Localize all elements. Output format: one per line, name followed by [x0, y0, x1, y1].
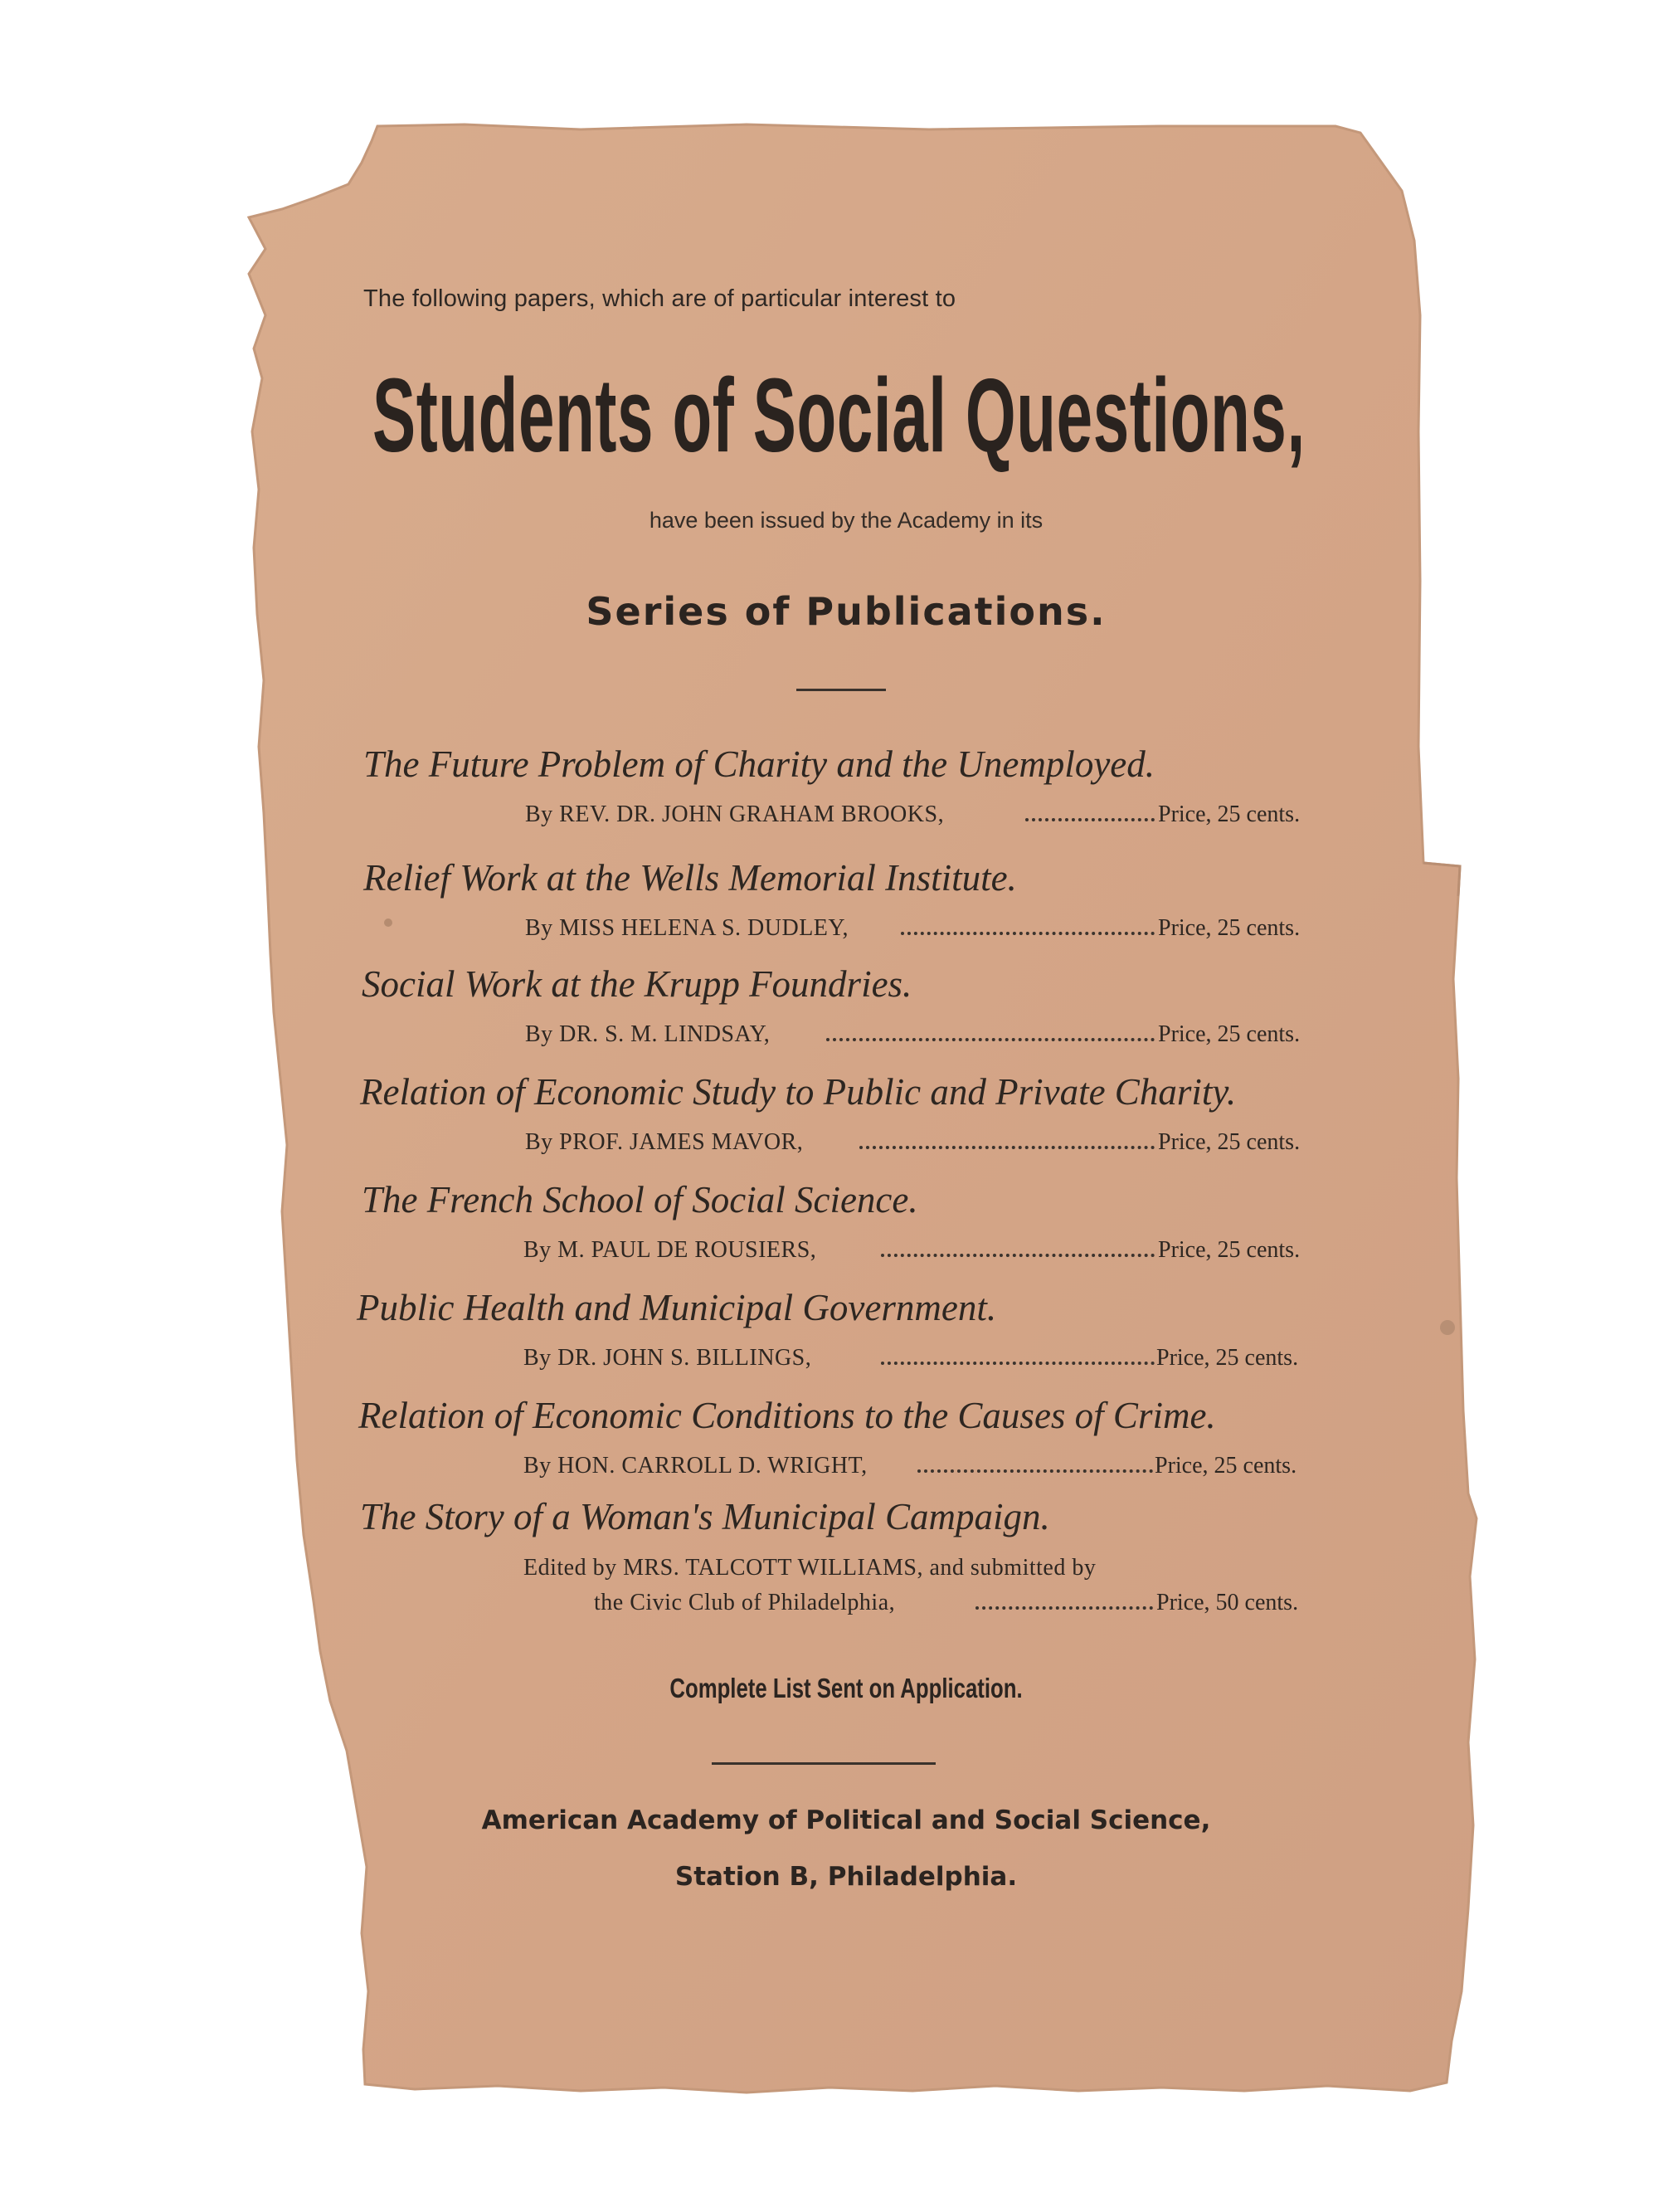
header-divider: [796, 689, 886, 691]
publication-price: Price, 25 cents.: [1156, 1345, 1299, 1371]
publication-title: Relation of Economic Study to Public and Private Charity.: [360, 1071, 1237, 1113]
dot-leader: [901, 932, 1155, 935]
dot-leader: [859, 1146, 1155, 1149]
publication-title: The Story of a Woman's Municipal Campaign.: [360, 1496, 1050, 1537]
footer-divider: [712, 1762, 936, 1765]
publication-price: Price, 50 cents.: [1156, 1590, 1299, 1615]
intro-text: The following papers, which are of particular interest to: [363, 285, 956, 312]
publisher-name: American Academy of Political and Social Science,: [481, 1805, 1211, 1835]
main-title: Students of Social Questions,: [372, 357, 1306, 474]
publication-author: By HON. CARROLL D. WRIGHT,: [523, 1453, 868, 1479]
publication-title: Social Work at the Krupp Foundries.: [362, 963, 912, 1005]
dot-leader: [975, 1606, 1153, 1610]
publication-title: Relief Work at the Wells Memorial Institute.: [363, 857, 1017, 899]
publisher-address: Station B, Philadelphia.: [674, 1862, 1018, 1892]
dot-leader: [881, 1362, 1155, 1365]
publication-author: By M. PAUL DE ROUSIERS,: [523, 1237, 817, 1263]
publication-price: Price, 25 cents.: [1155, 1453, 1297, 1479]
publication-author: By DR. S. M. LINDSAY,: [525, 1021, 771, 1047]
issued-text: have been issued by the Academy in its: [649, 508, 1044, 533]
publication-title: The French School of Social Science.: [362, 1179, 918, 1220]
dot-leader: [1025, 818, 1155, 821]
publication-editor-continued: the Civic Club of Philadelphia,: [594, 1590, 896, 1615]
dot-leader: [881, 1254, 1155, 1257]
publication-author: By REV. DR. JOHN GRAHAM BROOKS,: [525, 801, 945, 827]
publication-price: Price, 25 cents.: [1158, 915, 1301, 941]
publication-author: By MISS HELENA S. DUDLEY,: [525, 915, 849, 941]
publication-editor: Edited by MRS. TALCOTT WILLIAMS, and submitted by: [523, 1555, 1097, 1581]
publication-title: Public Health and Municipal Government.: [357, 1287, 997, 1328]
publication-author: By PROF. JAMES MAVOR,: [525, 1129, 804, 1155]
publication-author: By DR. JOHN S. BILLINGS,: [523, 1345, 812, 1371]
publication-price: Price, 25 cents.: [1158, 1021, 1301, 1047]
series-title: Series of Publications.: [586, 589, 1107, 634]
publication-price: Price, 25 cents.: [1158, 801, 1301, 827]
dot-leader: [826, 1038, 1155, 1041]
publication-title: The Future Problem of Charity and the Unemployed.: [363, 743, 1155, 785]
dot-leader: [917, 1469, 1153, 1473]
publication-price: Price, 25 cents.: [1158, 1237, 1301, 1263]
publication-price: Price, 25 cents.: [1158, 1129, 1301, 1155]
publication-title: Relation of Economic Conditions to the Causes of Crime.: [358, 1395, 1216, 1436]
complete-list-note: Complete List Sent on Application.: [669, 1673, 1023, 1703]
